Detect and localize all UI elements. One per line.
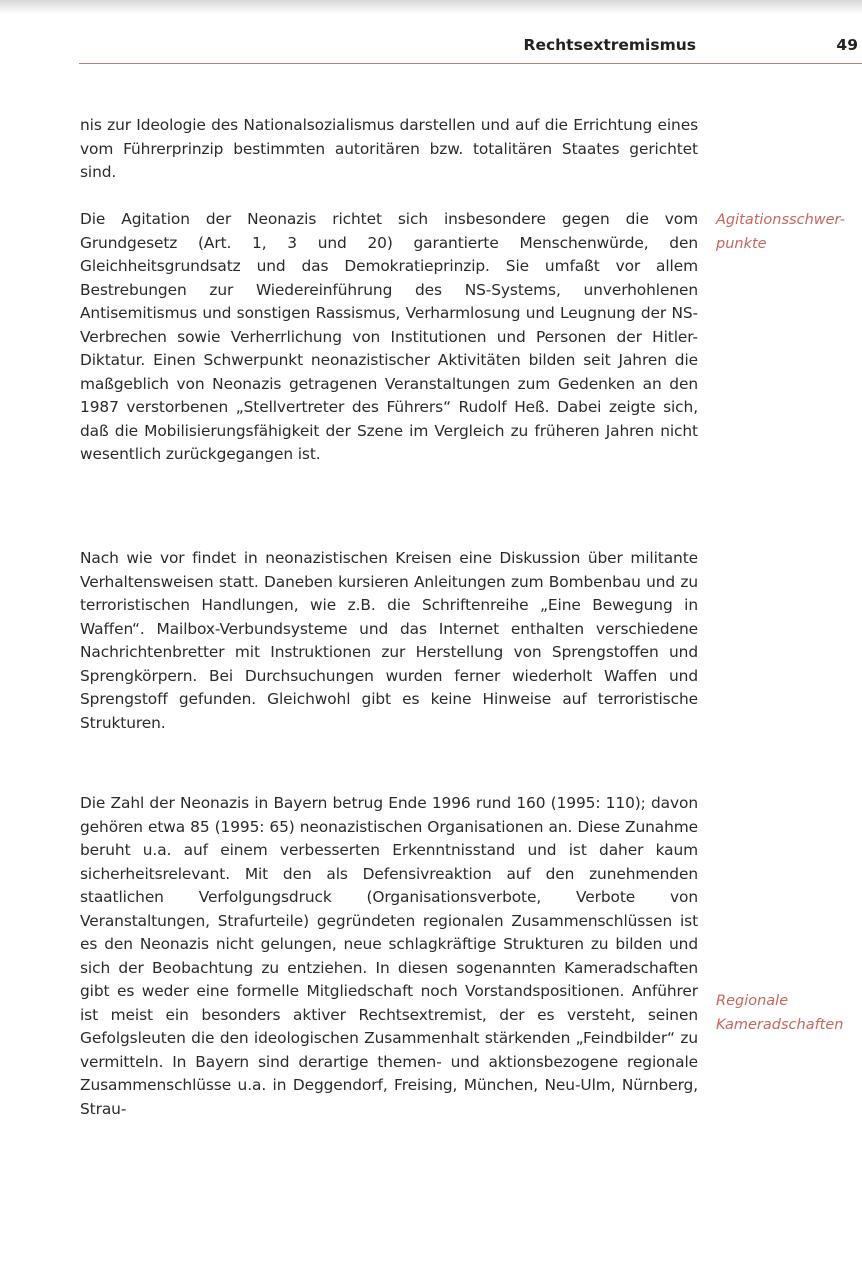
running-title: Rechtsextremismus (523, 36, 696, 54)
page-number: 49 (836, 36, 858, 54)
paragraph-1: nis zur Ideologie des Nationalsozialismus darstellen und auf die Errichtung eines vom Führerprinzip bestimmten autoritären bzw. totalitären Staates gerichtet sind. (80, 116, 698, 181)
margin-note-line: punkte (716, 235, 767, 252)
margin-note-line: Agitationsschwer- (716, 212, 845, 228)
header-rule (79, 63, 862, 64)
paragraph-3: Nach wie vor findet in neonazistischen Kreisen eine Diskussion über militante Verhaltensweisen statt. Daneben kursieren Anleitungen zum Bombenbau und zu terroristischen Handlungen, wie z.B. die Schriftenreihe „Eine Bewegung in Waffen“. Mailbox-Verbundsysteme und das Internet enthalten verschiedene Nachrichtenbretter mit Instruktionen zur Herstellung von Sprengstoffen und Sprengkörpern. Bei Durchsuchungen wurden ferner wiederholt Waffen und Sprengstoff gefunden. Gleichwohl gibt es keine Hinweise auf terroristische Strukturen. (80, 549, 698, 732)
margin-note-agitation (716, 209, 862, 256)
scan-edge-shadow (0, 0, 862, 14)
paragraph-4: Die Zahl der Neonazis in Bayern betrug Ende 1996 rund 160 (1995: 110); davon gehören etwa 85 (1995: 65) neonazistischen Organisationen an. Diese Zunahme beruht u.a. auf einem verbesserten Erkenntnisstand und ist daher kaum sicherheitsrelevant. Mit den als Defensivreaktion auf den zunehmenden staatlichen Verfolgungsdruck (Organisationsverbote, Verbote von Veranstaltungen, Strafurteile) gegründeten regionalen Zusammenschlüssen ist es den Neonazis nicht gelungen, neue schlagkräftige Strukturen zu bilden und sich der Beobachtung zu entziehen. In diesen sogenannten Kameradschaften gibt es weder eine formelle Mitgliedschaft noch Vorstandspositionen. Anführer ist meist ein besonders aktiver Rechtsextremist, der es versteht, seinen Gefolgsleuten die den ideologischen Zusammenhalt stärkenden „Feindbilder“ zu vermitteln. In Bayern sind derartige themen- und aktionsbezogene regionale Zusammenschlüsse u.a. in Deggendorf, Freising, München, Neu-Ulm, Nürnberg, Strau- (80, 794, 698, 1118)
margin-note-line: Regionale (716, 993, 789, 1009)
paragraph-2: Die Agitation der Neonazis richtet sich insbesondere gegen die vom Grundgesetz (Art. 1, 3 und 20) garantierte Menschenwürde, den Gleichheitsgrundsatz und das Demokratieprinzip. Sie umfaßt vor allem Bestrebungen zur Wiedereinführung des NS-Systems, unverhohlenen Antisemitismus und sonstigen Rassismus, Verharmlosung und Leugnung der NS-Verbrechen sowie Verherrlichung von Institutionen und Personen der Hitler-Diktatur. Einen Schwerpunkt neonazistischer Aktivitäten bilden seit Jahren die maßgeblich von Neonazis getragenen Veranstaltungen zum Gedenken an den 1987 verstorbenen „Stellvertreter des Führers“ Rudolf Heß. Dabei zeigte sich, daß die Mobilisierungsfähigkeit der Szene im Vergleich zu früheren Jahren nicht wesentlich zurückgegangen ist. (80, 210, 698, 463)
margin-note-line: Kameradschaften (716, 1016, 844, 1033)
running-header (0, 34, 862, 58)
margin-note-kameradschaften (716, 990, 862, 1037)
